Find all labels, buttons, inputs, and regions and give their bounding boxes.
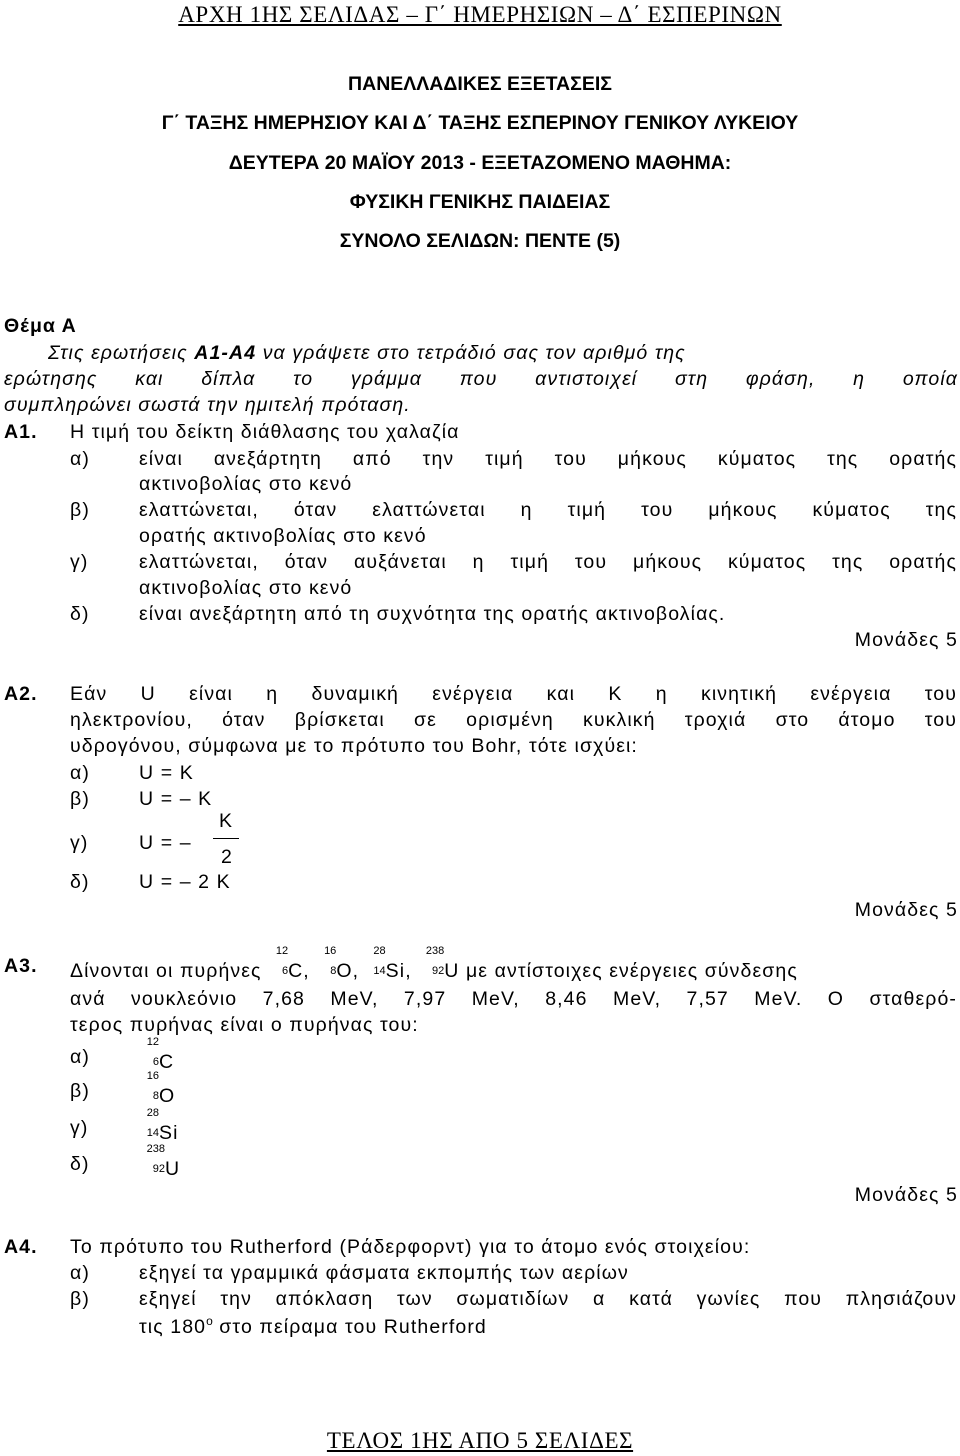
a2-text-line: Εάν U είναι η δυναμική ενέργεια και Κ η κινητική ενέργεια του [70, 683, 957, 705]
a2-option-text: U = – 2 K [139, 871, 231, 893]
a3-label: Α3. [4, 955, 38, 977]
nuclide-o16: 16 8 [324, 945, 337, 977]
a4-option-text: εξηγεί τα γραμμικά φάσματα εκπομπής των αερίων [139, 1262, 629, 1284]
a3-option-letter: α) [70, 1046, 90, 1068]
a2-option-letter: γ) [70, 832, 89, 854]
page-footer: ΤΕΛΟΣ 1ΗΣ ΑΠΟ 5 ΣΕΛΙΔΕΣ [326, 1428, 634, 1453]
a1-option-letter: δ) [70, 603, 90, 625]
exam-subject: ΦΥΣΙΚΗ ΓΕΝΙΚΗΣ ΠΑΙΔΕΙΑΣ [349, 191, 611, 213]
a3-option-nuclide: 28 14 Si [146, 1107, 179, 1144]
a1-option-text: είναι ανεξάρτητη από την τιμή του μήκους κύματος της ορατής [139, 448, 957, 470]
a4-stem: Το πρότυπο του Rutherford (Ράδερφορντ) για το άτομο ενός στοιχείου: [70, 1236, 751, 1258]
fraction-bar [213, 838, 239, 839]
a2-option-text: U = – [139, 832, 192, 854]
fraction-denominator: 2 [221, 846, 233, 868]
section-title: Θέμα Α [4, 315, 77, 337]
a4-option-text-cont: τις $180^o$ στο πείραμα του Rutherford [139, 1314, 487, 1338]
a3-option-letter: γ) [70, 1117, 89, 1139]
page-header: ΑΡΧΗ 1ΗΣ ΣΕΛΙΔΑΣ – Γ΄ ΗΜΕΡΗΣΙΩΝ – Δ΄ ΕΣΠΕΡΙΝΩΝ [178, 2, 782, 27]
a2-label: Α2. [4, 683, 38, 705]
a1-option-text: είναι ανεξάρτητη από τη συχνότητα της ορατής ακτινοβολίας. [139, 603, 726, 625]
a2-text-line: υδρογόνου, σύμφωνα με το πρότυπο του Bohr, τότε ισχύει: [70, 735, 638, 757]
nuclide-u238: 238 92 [425, 945, 445, 977]
a2-option-text: U = K [139, 762, 194, 784]
a1-option-letter: β) [70, 499, 90, 521]
a1-option-letter: α) [70, 448, 90, 470]
a1-option-letter: γ) [70, 551, 89, 573]
a1-option-text: ακτινοβολίας στο κενό [139, 473, 353, 495]
exam-class: Γ΄ ΤΑΞΗΣ ΗΜΕΡΗΣΙΟΥ ΚΑΙ Δ΄ ΤΑΞΗΣ ΕΣΠΕΡΙΝΟΥ ΓΕΝΙΚΟΥ ΛΥΚΕΙΟΥ [161, 112, 799, 134]
fraction-numerator: K [219, 810, 234, 832]
exam-pages: ΣΥΝΟΛΟ ΣΕΛΙΔΩΝ: ΠΕΝΤΕ (5) [339, 230, 621, 252]
a3-line-1: Δίνονται οι πυρήνες 12 6 C, 16 8 O, 28 14 Si, 238 92 U με αντίστοιχες ενέργειες σύνδεσης [70, 945, 798, 982]
a1-units: Μονάδες 5 [854, 629, 958, 651]
nuclide-c12: 12 6 [275, 945, 289, 977]
a2-option-letter: δ) [70, 871, 90, 893]
a3-option-nuclide: 16 8 O [146, 1070, 176, 1107]
a3-option-letter: β) [70, 1080, 90, 1102]
a1-option-text: ελαττώνεται, όταν ελαττώνεται η τιμή του μήκους κύματος της [139, 499, 957, 521]
a3-option-nuclide: 12 6 C [146, 1036, 175, 1073]
a4-option-letter: α) [70, 1262, 90, 1284]
a3-option-nuclide: 238 92 U [146, 1143, 181, 1180]
a2-option-letter: α) [70, 762, 90, 784]
question-range: Α1-Α4 [194, 342, 257, 364]
a2-option-text: U = – K [139, 788, 213, 810]
instructions-line-3: συμπληρώνει σωστά την ημιτελή πρόταση. [4, 394, 411, 416]
a4-option-text: εξηγεί την απόκλαση των σωματιδίων α κατά γωνίες που πλησιάζουν [139, 1288, 957, 1310]
a4-label: Α4. [4, 1236, 38, 1258]
a3-option-letter: δ) [70, 1153, 90, 1175]
nuclide-si28: 28 14 [373, 945, 386, 977]
instructions-line-2: ερώτησης και δίπλα το γράμμα που αντιστοιχεί στη φράση, η οποία [4, 368, 958, 390]
a3-units: Μονάδες 5 [854, 1184, 958, 1206]
a3-line-3: τερος πυρήνας είναι ο πυρήνας του: [70, 1014, 419, 1036]
a1-label: Α1. [4, 421, 38, 443]
a3-line-2: ανά νουκλεόνιο 7,68 MeV, 7,97 MeV, 8,46 MeV, 7,57 MeV. Ο σταθερό- [70, 988, 957, 1010]
a1-stem: Η τιμή του δείκτη διάθλασης του χαλαζία [70, 421, 460, 443]
exam-date: ΔΕΥΤΕΡΑ 20 ΜΑΪΟΥ 2013 - ΕΞΕΤΑΖΟΜΕΝΟ ΜΑΘΗΜΑ: [228, 152, 732, 174]
a1-option-text: ακτινοβολίας στο κενό [139, 577, 353, 599]
a2-option-letter: β) [70, 788, 90, 810]
instructions-line-1: Στις ερωτήσεις Α1-Α4 να γράψετε στο τετράδιό σας τον αριθμό της [48, 342, 686, 364]
a2-units: Μονάδες 5 [854, 899, 958, 921]
a4-option-letter: β) [70, 1288, 90, 1310]
a1-option-text: ορατής ακτινοβολίας στο κενό [139, 525, 427, 547]
exam-title: ΠΑΝΕΛΛΑΔΙΚΕΣ ΕΞΕΤΑΣΕΙΣ [348, 73, 612, 95]
a1-option-text: ελαττώνεται, όταν αυξάνεται η τιμή του μήκους κύματος της ορατής [139, 551, 957, 573]
a2-text-line: ηλεκτρονίου, όταν βρίσκεται σε ορισμένη κυκλική τροχιά στο άτομο του [70, 709, 957, 731]
